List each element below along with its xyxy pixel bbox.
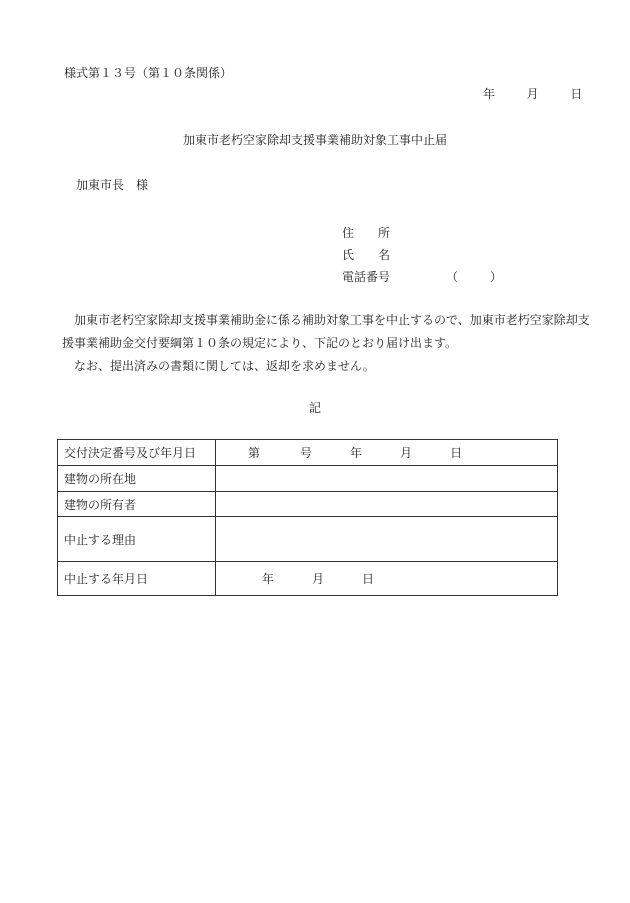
- location-value[interactable]: [216, 466, 558, 492]
- decision-value[interactable]: [216, 440, 558, 466]
- body-paragraph-2: なお、提出済みの書類に関しては、返却を求めません。: [74, 359, 375, 373]
- decision-go: 号: [300, 446, 313, 460]
- owner-value[interactable]: [216, 492, 558, 517]
- stop-month: 月: [312, 572, 325, 586]
- details-table: [57, 439, 558, 596]
- body-paragraph-1: 加東市老朽空家除却支援事業補助金に係る補助対象工事を中止するので、加東市老朽空家除却支援事業補助金交付要綱第１０条の規定により、下記のとおり届け出ます。: [62, 313, 590, 350]
- table-row: [58, 562, 558, 596]
- applicant-block: [342, 222, 502, 288]
- decision-year: 年: [350, 446, 363, 460]
- phone-paren-open: （: [446, 270, 459, 284]
- decision-day: 日: [450, 446, 463, 460]
- form-number: 様式第１３号（第１０条関係）: [64, 66, 233, 80]
- name-label: 氏 名: [342, 248, 391, 262]
- address-row: [342, 222, 502, 244]
- stop-date-label: 中止する年月日: [58, 562, 216, 596]
- decision-label: 交付決定番号及び年月日: [58, 440, 216, 466]
- stop-day: 日: [362, 572, 375, 586]
- table-row: [58, 440, 558, 466]
- table-row: [58, 466, 558, 492]
- reason-label: 中止する理由: [58, 517, 216, 562]
- table-row: [58, 492, 558, 517]
- ki-heading: 記: [308, 401, 321, 415]
- document-title: 加東市老朽空家除却支援事業補助対象工事中止届: [182, 133, 447, 147]
- decision-month: 月: [400, 446, 413, 460]
- date-month: 月: [526, 87, 539, 101]
- body-text: [62, 309, 592, 378]
- stop-year: 年: [262, 572, 275, 586]
- phone-paren-close: ）: [490, 270, 503, 284]
- stop-date-value[interactable]: [216, 562, 558, 596]
- submission-date: [483, 87, 582, 101]
- phone-row: [342, 266, 502, 288]
- reason-value[interactable]: [216, 517, 558, 562]
- date-year: 年: [483, 87, 496, 101]
- owner-label: 建物の所有者: [58, 492, 216, 517]
- date-day: 日: [570, 87, 583, 101]
- name-row: [342, 244, 502, 266]
- address-label: 住 所: [342, 226, 391, 240]
- location-label: 建物の所在地: [58, 466, 216, 492]
- table-row: [58, 517, 558, 562]
- decision-dai: 第: [248, 446, 261, 460]
- phone-label: 電話番号: [342, 270, 391, 284]
- addressee: 加東市長 様: [76, 178, 149, 192]
